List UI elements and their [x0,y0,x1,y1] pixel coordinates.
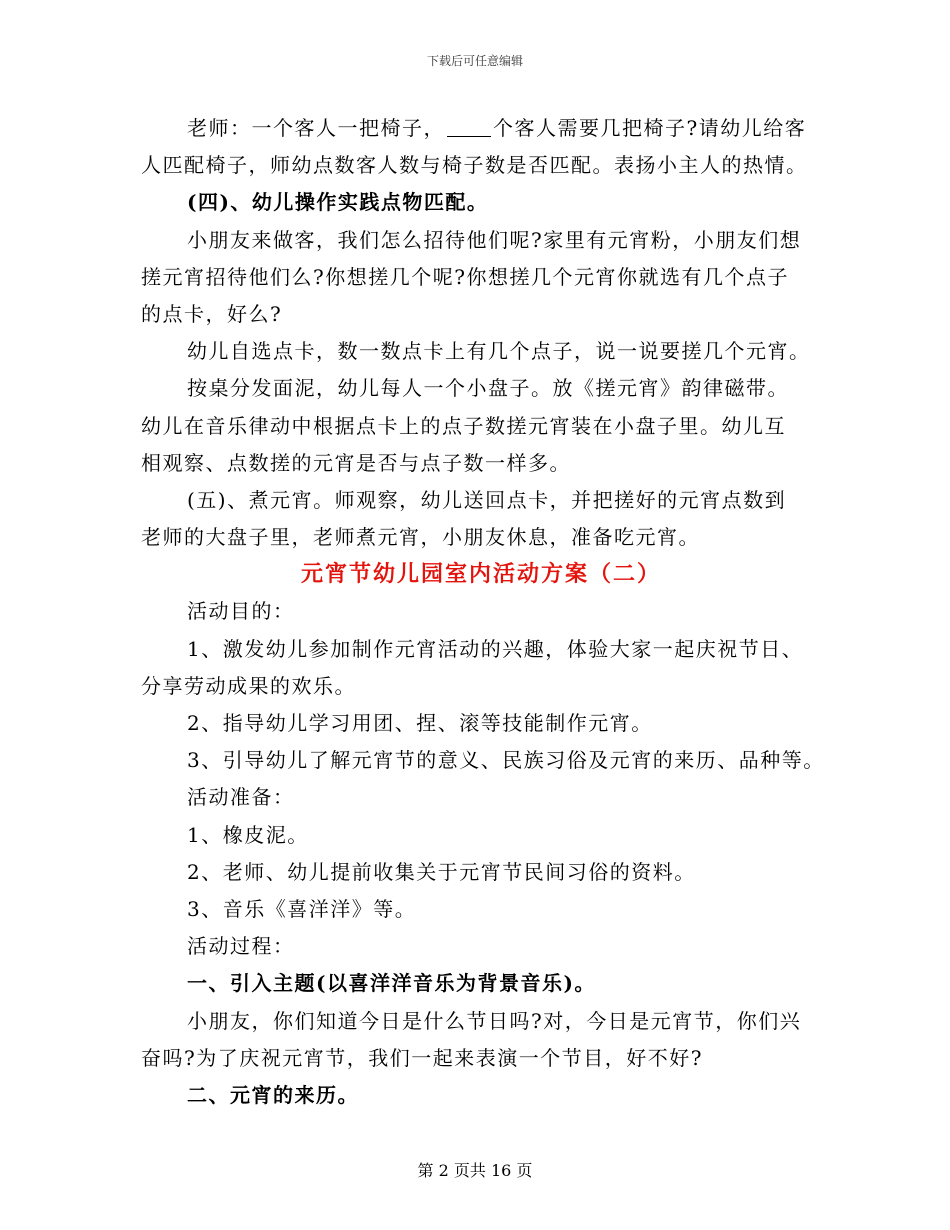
paragraph-line: 老师：一个客人一把椅子， 个客人需要几把椅子?请幼儿给客 [187,116,807,140]
paragraph-line: 幼儿在音乐律动中根据点卡上的点子数搓元宵装在小盘子里。幼儿互 [141,413,786,438]
paragraph-line: 人匹配椅子，师幼点数客人数与椅子数是否匹配。表扬小主人的热情。 [141,153,808,178]
label-line: 活动目的： [187,599,295,624]
list-item: 3、引导幼儿了解元宵节的意义、民族习俗及元宵的来历、品种等。 [187,748,825,773]
list-item: 3、音乐《喜洋洋》等。 [187,896,417,921]
document-body [141,110,831,1114]
document-title: 元宵节幼儿园室内活动方案（二） [300,561,661,588]
paragraph-line: 老师的大盘子里，老师煮元宵，小朋友休息，准备吃元宵。 [141,525,700,550]
paragraph-line: 相观察、点数搓的元宵是否与点子数一样多。 [141,450,571,475]
list-item: 1、橡皮泥。 [187,822,309,847]
list-item: 1、激发幼儿参加制作元宵活动的兴趣，体验大家一起庆祝节日、 [187,636,804,661]
paragraph-line: 搓元宵招待他们么?你想搓几个呢?你想搓几个元宵你就选有几个点子 [141,264,789,289]
paragraph-line: 小朋友来做客，我们怎么招待他们呢?家里有元宵粉，小朋友们想 [187,227,802,252]
page-header: 下载后可任意编辑 [426,54,523,68]
paragraph-line: 按桌分发面泥，幼儿每人一个小盘子。放《搓元宵》韵律磁带。 [187,376,789,401]
section-heading: 一、引入主题(以喜洋洋音乐为背景音乐)。 [187,971,596,996]
paragraph-line: 幼儿自选点卡，数一数点卡上有几个点子，说一说要搓几个元宵。 [187,339,811,364]
list-item: 2、老师、幼儿提前收集关于元宵节民间习俗的资料。 [187,859,696,884]
label-line: 活动过程： [187,934,295,959]
list-item: 2、指导幼儿学习用团、捏、滚等技能制作元宵。 [187,711,653,735]
page-footer: 第 2 页共 16 页 [417,1161,533,1180]
paragraph-line: (五)、煮元宵。师观察，幼儿送回点卡，并把搓好的元宵点数到 [187,487,787,512]
fill-in-blank [447,116,491,137]
paragraph-line: 的点卡，好么? [141,301,283,326]
section-heading: 二、元宵的来历。 [187,1082,359,1107]
label-line: 活动准备： [187,785,295,810]
paragraph-line: 小朋友，你们知道今日是什么节日吗?对，今日是元宵节，你们兴 [187,1008,802,1033]
list-item-continuation: 分享劳动成果的欢乐。 [141,673,356,698]
paragraph-line: 奋吗?为了庆祝元宵节，我们一起来表演一个节目，好不好? [141,1045,703,1070]
section-heading: (四)、幼儿操作实践点物匹配。 [187,190,489,215]
